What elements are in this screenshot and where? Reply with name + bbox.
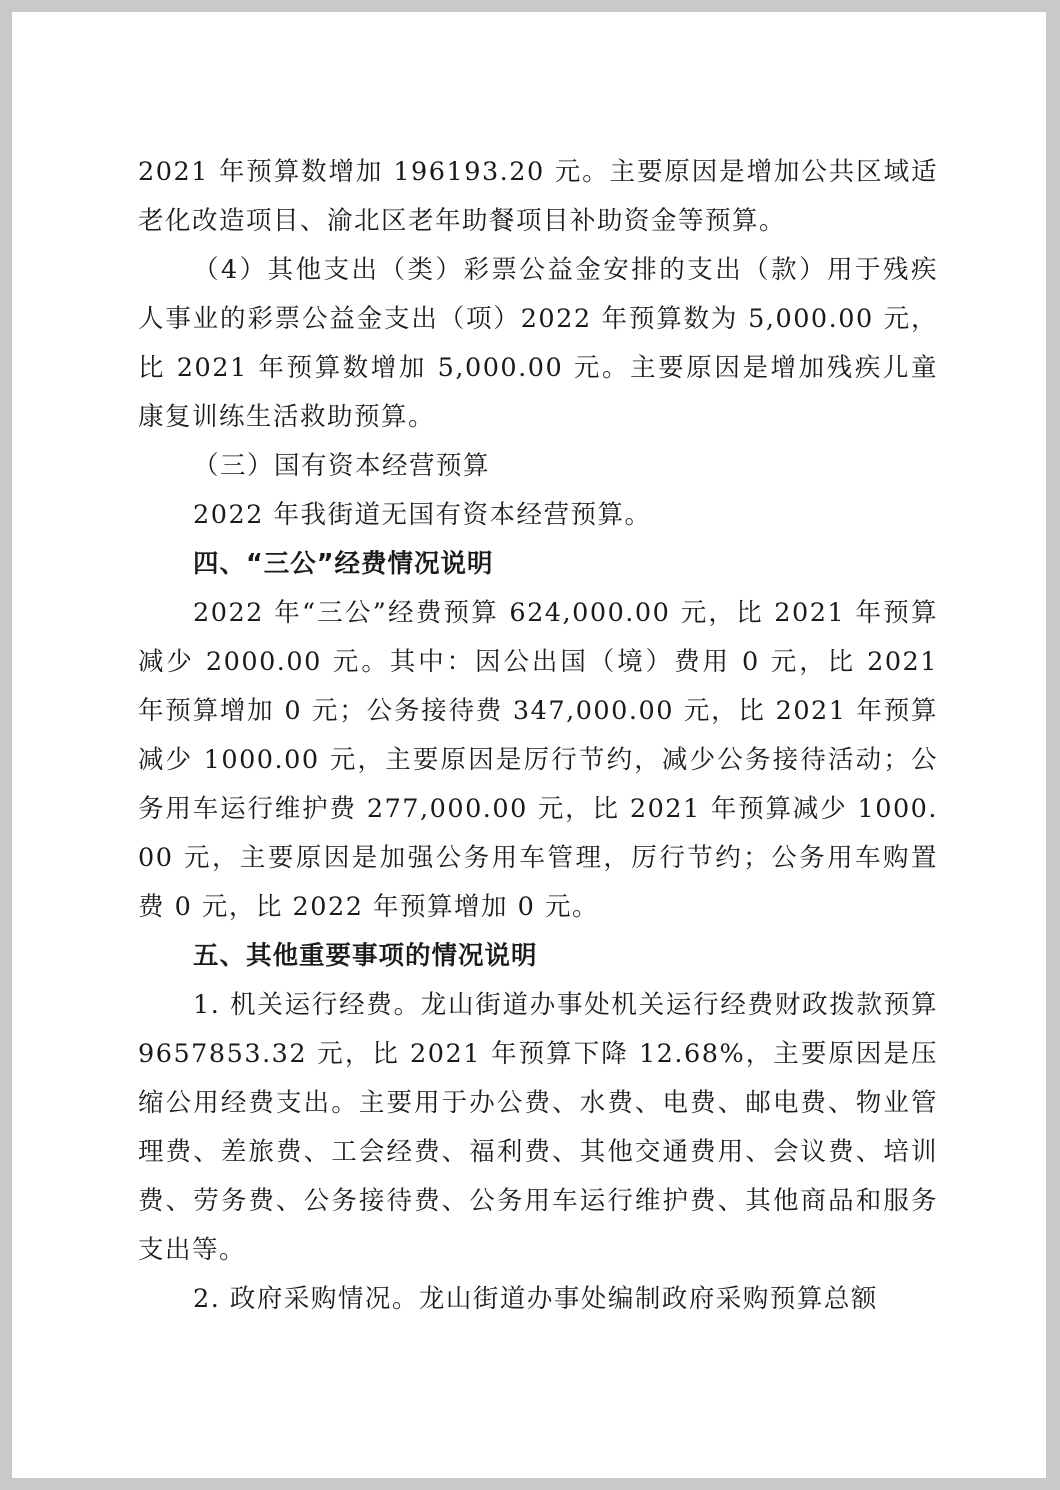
heading-three-public-expenses: 四、“三公”经费情况说明 <box>193 549 494 579</box>
heading-other-important-matters: 五、其他重要事项的情况说明 <box>193 941 538 971</box>
paragraph-three-public-expenses: 2022 年“三公”经费预算 624,000.00 元，比 2021 年预算减少 2000.00 元。其中：因公出国（境）费用 0 元，比 2021 年预算增加 0 元；公务接待费 347,000.00 元，比 2021 年预算减少 1000.00 元，主要原因是厉行节约，减少公务接待活动；公务用车运行维护费 277,000.00 元，比 2021 年预算减少 1000.00 元，主要原因是加强公务用车管理，厉行节约；公务用车购置费 0 元，比 2022 年预算增加 0 元。 <box>138 598 938 922</box>
paragraph-lottery-fund: （4）其他支出（类）彩票公益金安排的支出（款）用于残疾人事业的彩票公益金支出（项）2022 年预算数为 5,000.00 元，比 2021 年预算数增加 5,000.00 元。主要原因是增加残疾儿童康复训练生活救助预算。 <box>138 255 938 432</box>
document-page <box>12 12 1046 1478</box>
heading-state-capital-budget: （三）国有资本经营预算 <box>193 451 491 481</box>
paragraph-operating-cost: 1. 机关运行经费。龙山街道办事处机关运行经费财政拨款预算 9657853.32 元，比 2021 年预算下降 12.68%，主要原因是压缩公用经费支出。主要用于办公费、水费、电费、邮电费、物业管理费、差旅费、工会经费、福利费、其他交通费用、会议费、培训费、劳务费、公务接待费、公务用车运行维护费、其他商品和服务支出等。 <box>138 990 938 1265</box>
document-body <box>138 148 938 1324</box>
paragraph-state-capital-budget: 2022 年我街道无国有资本经营预算。 <box>193 500 652 530</box>
paragraph-government-procurement: 2. 政府采购情况。龙山街道办事处编制政府采购预算总额 <box>193 1284 878 1314</box>
paragraph-budget-continuation: 2021 年预算数增加 196193.20 元。主要原因是增加公共区域适老化改造项目、渝北区老年助餐项目补助资金等预算。 <box>138 157 938 236</box>
